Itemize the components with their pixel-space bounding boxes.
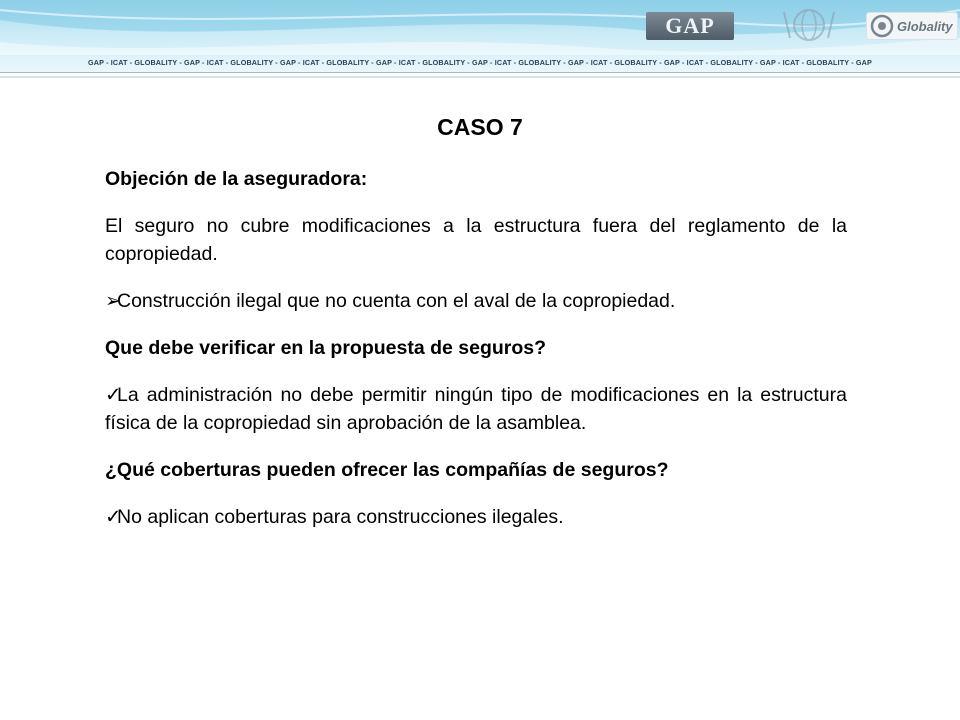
globality-logo-text: Globality — [897, 19, 953, 34]
coverage-bullet-item — [105, 503, 847, 531]
header-ticker: GAP - ICAT - GLOBALITY - GAP - ICAT - GLOBALITY - GAP - ICAT - GLOBALITY - GAP - ICAT - GLOBALITY - GAP - ICAT - GLOBALITY - GAP - ICAT - GLOBALITY - GAP - ICAT - GLOBALITY - GAP - ICAT - GLOBALITY - GAP — [88, 58, 872, 67]
verify-bullet-item — [105, 381, 847, 437]
objection-heading: Objeción de la aseguradora: — [105, 168, 368, 190]
arrow-bullet-icon: ➢ — [105, 290, 122, 312]
verify-heading: Que debe verificar en la propuesta de seguros? — [105, 337, 547, 359]
coverage-bullet-text: No aplican coberturas para construcciones ilegales. — [117, 506, 564, 528]
slide-header — [0, 0, 960, 72]
coverage-heading: ¿Qué coberturas pueden ofrecer las compañías de seguros? — [105, 459, 669, 481]
objection-text: El seguro no cubre modificaciones a la estructura fuera del reglamento de la copropiedad. — [105, 215, 847, 265]
verify-bullet-text: La administración no debe permitir ningún tipo de modificaciones en la estructura física de la copropiedad sin aprobación de la asamblea. — [105, 384, 847, 434]
check-bullet-icon: ✓ — [105, 384, 122, 406]
icat-logo — [774, 8, 844, 42]
check-bullet-icon: ✓ — [105, 506, 122, 528]
objection-bullet-text: Construcción ilegal que no cuenta con el aval de la copropiedad. — [117, 290, 676, 312]
slide-title: CASO 7 — [437, 114, 523, 140]
header-divider-light — [0, 76, 960, 78]
globality-logo — [866, 12, 958, 40]
slide-body — [105, 165, 847, 531]
objection-bullet-item — [105, 287, 847, 315]
globality-mark-icon — [869, 13, 895, 39]
header-divider — [0, 72, 960, 73]
gap-logo: GAP — [646, 12, 734, 40]
